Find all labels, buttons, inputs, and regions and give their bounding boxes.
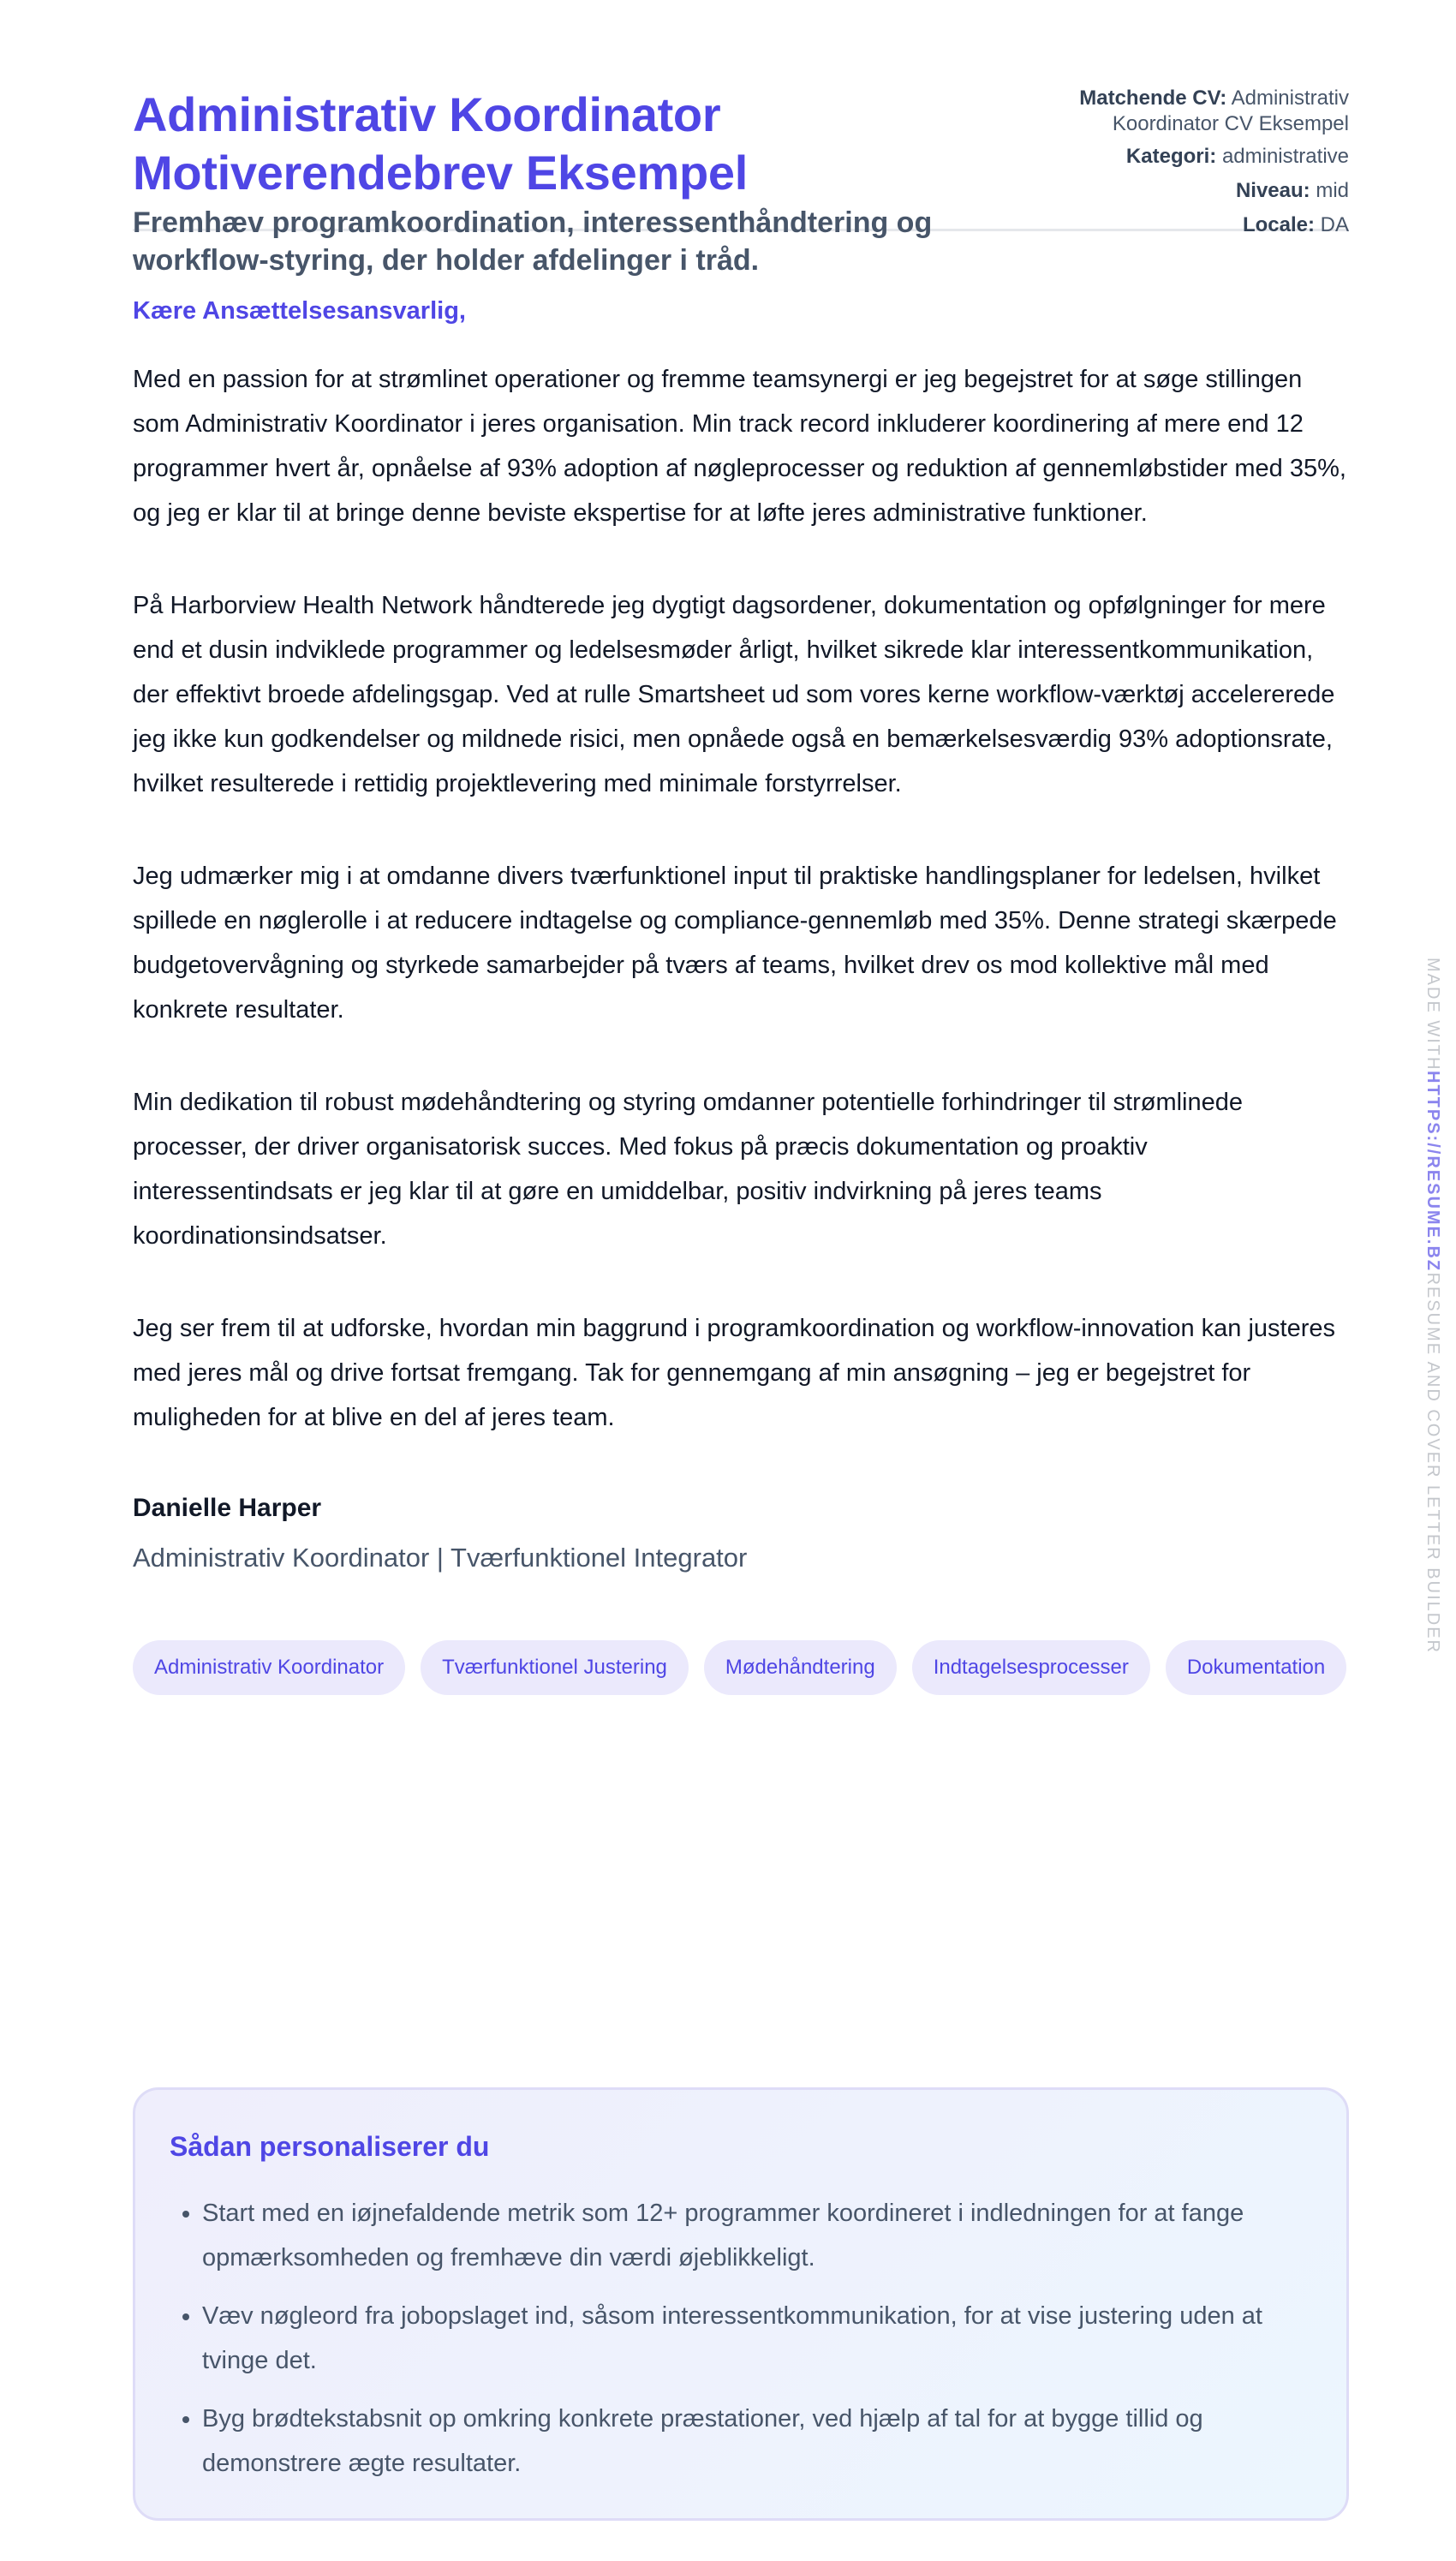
meta-matching-cv-value-2[interactable]: Koordinator CV Eksempel [1112,112,1349,135]
page-title [133,86,989,202]
tips-title: Sådan personaliserer du [170,2131,490,2162]
meta-matching-cv [1015,86,1349,137]
meta-level-value: mid [1316,179,1349,202]
skill-tag[interactable]: Tværfunktionel Justering [421,1640,689,1695]
letter-paragraph: Jeg ser frem til at udforske, hvordan min baggrund i programkoordination og workflow-innovation kan justeres med jeres mål og drive fortsat fremgang. Tak for gennemgang af min ansøgning – jeg er begejstret for muligheden for at blive en del af jeres team. [133,1315,1335,1431]
meta-matching-cv-label: Matchende CV: [1079,87,1227,110]
watermark-suffix: RESUME AND COVER LETTER BUILDER [1423,1272,1442,1654]
watermark [1420,958,1446,1677]
letter-paragraph: Jeg udmærker mig i at omdanne divers tværfunktionel input til praktiske handlingsplaner for ledelsen, hvilket spillede en nøglerolle i at reducere indtagelse og compliance-gennemløb med 35%. Denne strategi skærpede budgetovervågning og styrkede samarbejder på tværs af teams, hvilket drev os mod kollektive mål med konkrete resultater. [133,863,1337,1024]
page-subtitle: Fremhæv programkoordination, interessenthåndtering og workflow-styring, der holder afdelinger i tråd. [133,206,933,277]
tips-list [170,2191,1312,2486]
meta-level-label: Niveau: [1235,179,1310,202]
signature-block [133,1491,1349,1575]
cover-letter-page [133,0,1349,2477]
skill-tag[interactable]: Dokumentation [1166,1640,1346,1695]
letter-paragraph: Min dedikation til robust mødehåndtering og styring omdanner potentielle forhindringer til strømlinede processer, der driver organisatorisk succes. Med fokus på præcis dokumentation og proaktiv interessentindsats er jeg klar til at gøre en umiddelbar, positiv indvirkning på jeres teams koordinationsindsatser. [133,1089,1244,1250]
meta-panel [1015,86,1349,247]
letter-paragraph: På Harborview Health Network håndterede jeg dygtigt dagsordener, dokumentation og opfølgninger for mere end et dusin indviklede programmer og ledelsesmøder årligt, hvilket sikrede klar interessentkommunikation, der effektivt broede afdelingsgap. Ved at rulle Smartsheet ud som vores kerne workflow-værktøj accelererede jeg ikke kun godkendelser og mildnede risici, men opnåede også en bemærkelsesværdig 93% adoptionsrate, hvilket resulterede i rettidig projektlevering med minimale forstyrrelser. [133,592,1335,797]
personalization-tips-card [133,2087,1349,2521]
skill-tags [133,1640,1349,1695]
meta-category-value: administrative [1221,145,1349,168]
title-line-2: Motiverendebrev Eksempel [133,146,748,200]
letter-greeting: Kære Ansættelsesansvarlig, [133,297,466,325]
page-header [133,0,1349,277]
title-line-1: Administrativ Koordinator [133,87,721,141]
meta-level [1015,178,1349,204]
skill-tag[interactable]: Administrativ Koordinator [133,1640,405,1695]
watermark-prefix: MADE WITH [1423,958,1442,1072]
meta-category-label: Kategori: [1125,145,1217,168]
skill-tag[interactable]: Mødehåndtering [704,1640,897,1695]
tips-list-item: • Start med en iøjnefaldende metrik som 12+ programmer koordineret i indledningen for at fange opmærksomheden og fremhæve din værdi øjeblikkeligt. [202,2191,1312,2280]
signature-title: Administrativ Koordinator | Tværfunktionel Integrator [133,1543,748,1573]
letter-paragraph: Med en passion for at strømlinet operationer og fremme teamsynergi er jeg begejstret for at søge stillingen som Administrativ Koordinator i jeres organisation. Min track record inkluderer koordinering af mere end 12 programmer hvert år, opnåelse af 93% adoption af nøgleprocesser og reduktion af gennemløbstider med 35%, og jeg er klar til at bringe denne beviste ekspertise for at løfte jeres administrative funktioner. [133,366,1346,527]
watermark-link[interactable]: HTTPS://RESUME.BZ [1423,1071,1442,1273]
tips-list-item: • Væv nøgleord fra jobopslaget ind, såsom interessentkommunikation, for at vise justering uden at tvinge det. [202,2294,1312,2383]
letter-body [133,357,1349,1440]
meta-category [1015,144,1349,170]
meta-matching-cv-value-1[interactable]: Administrativ [1231,87,1349,110]
signature-name: Danielle Harper [133,1494,322,1522]
skill-tag[interactable]: Indtagelsesprocesser [912,1640,1150,1695]
meta-locale [1015,212,1349,238]
tips-list-item: • Byg brødtekstabsnit op omkring konkrete præstationer, ved hjælp af tal for at bygge tillid og demonstrere ægte resultater. [202,2397,1312,2486]
meta-locale-label: Locale: [1242,213,1315,236]
meta-locale-value: DA [1320,213,1349,236]
